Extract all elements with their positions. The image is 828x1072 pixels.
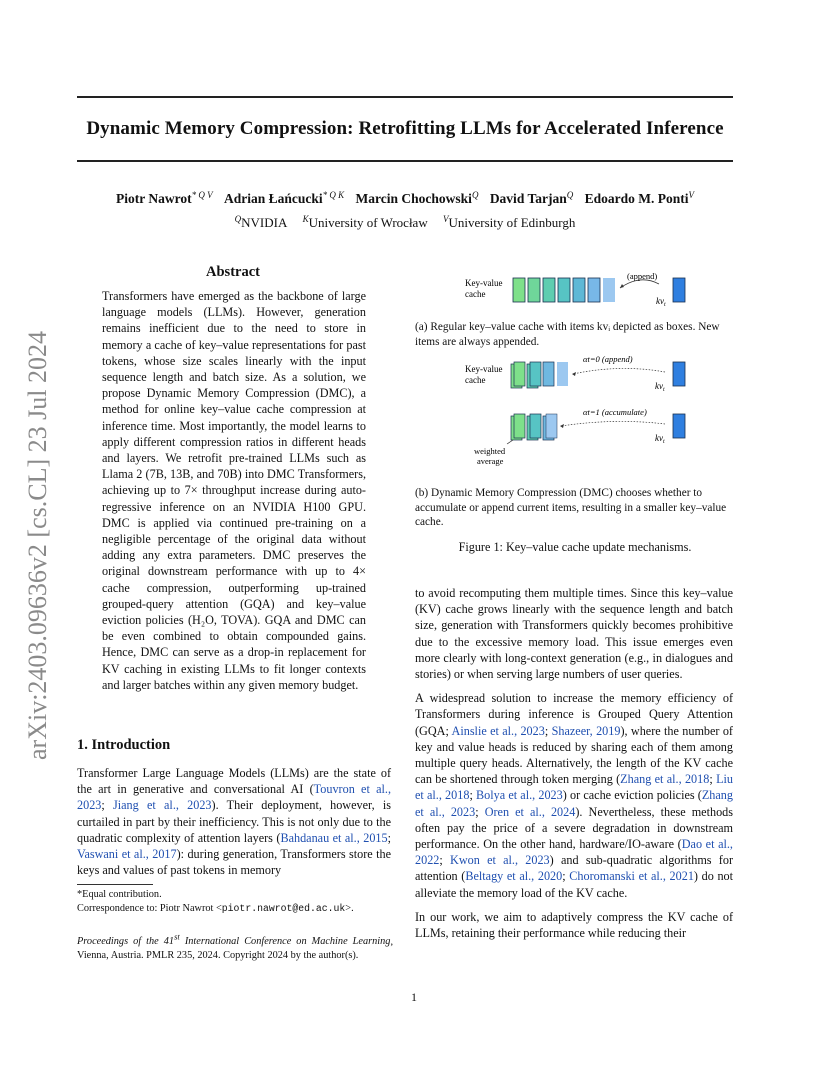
- kv-box: [573, 278, 585, 302]
- title-rule-bottom: [77, 160, 733, 162]
- citation-link[interactable]: Oren et al., 2024: [484, 804, 576, 819]
- citation-link[interactable]: Shazeer, 2019: [551, 723, 621, 738]
- author: Marcin Chochowski$^Q$: [355, 190, 479, 206]
- section-heading: 1. Introduction: [77, 737, 171, 753]
- affiliation: $^V$University of Edinburgh: [442, 214, 576, 230]
- author: Edoardo M. Ponti$^V$: [584, 190, 694, 206]
- citation-link[interactable]: Kwon et al., 2023: [450, 853, 550, 868]
- proceedings-note: Proceedings of the 41st International Conference on Machine Learning, Vienna, Austria. PMLR 235, 2024. Copyright 2024 by the author(s).: [77, 932, 394, 962]
- citation-link[interactable]: Liu et al., 2018: [415, 772, 733, 803]
- paper-title: Dynamic Memory Compression: Retrofitting LLMs for Accelerated Inference: [86, 118, 724, 139]
- kv-box: [543, 278, 555, 302]
- footnote-rule: [77, 884, 153, 885]
- kv-current-box: [673, 278, 685, 302]
- right-column-text: [415, 585, 733, 949]
- figure-1b-diagram: [415, 352, 735, 472]
- kv-current-box: [673, 414, 685, 438]
- citation-link[interactable]: Choromanski et al., 2021: [569, 869, 694, 884]
- append-arrow: [620, 280, 659, 288]
- cache-label: cache: [465, 289, 486, 299]
- paragraph: In our work, we aim to adaptively compress the KV cache of LLMs, retaining their performance while reducing their: [415, 909, 733, 941]
- kv-label: $kv_t$: [655, 381, 665, 393]
- cache-boxes: [513, 278, 615, 302]
- kv-box: [528, 278, 540, 302]
- accumulate-arrow: [561, 421, 665, 426]
- title-rule-top: [77, 96, 733, 98]
- cache-label: Key-value: [465, 364, 503, 374]
- page-number: 1: [411, 990, 417, 1004]
- figure-caption: Figure 1: Key–value cache update mechanisms.: [458, 540, 692, 554]
- paragraph: A widespread solution to increase the memory efficiency of Transformers during inference is Grouped Query Attention (GQA; Ainslie et al., 2023; Shazeer, 2019), where the number of key and value heads is reduced by sharing each of them among multiple query heads. Alternatively, the length of the KV cache can be shortened through token merging (Zhang et al., 2018; Liu et al., 2018; Bolya et al., 2023) or cache eviction policies (Zhang et al., 2023; Oren et al., 2024). Nevertheless, these methods often pay the price of a severe degradation in downstream performance. On the other hand, hardware/IO-aware (Dao et al., 2022; Kwon et al., 2023) and sub-quadratic algorithms for attention (Beltagy et al., 2020; Choromanski et al., 2021) do not alleviate the memory load of the KV cache.: [415, 691, 734, 900]
- paragraph: to avoid recomputing them multiple times. Since this key–value (KV) cache grows linearly with the sequence length and batch size, generation with Transformers quickly becomes prohibitive due to the excessive memory load. This issue emerges even more clearly with long-context generation (e.g., in dialogues and stories) or when serving large numbers of user queries.: [415, 586, 733, 682]
- citation-link[interactable]: Touvron et al., 2023: [77, 782, 391, 813]
- append-arrow: [573, 368, 665, 374]
- kv-current-box: [673, 362, 685, 386]
- citation-link[interactable]: Bahdanau et al., 2015: [280, 830, 388, 845]
- figure-1a-caption: (a) Regular key–value cache with items kvᵢ depicted as boxes. New items are always appended.: [415, 321, 720, 348]
- citation-link[interactable]: Dao et al., 2022: [415, 837, 733, 868]
- citation-link[interactable]: Zhang et al., 2023: [415, 788, 733, 819]
- citation-link[interactable]: Ainslie et al., 2023: [451, 723, 545, 738]
- figure-1a-diagram: [415, 262, 735, 318]
- kv-box: [588, 278, 600, 302]
- weighted-average-label: average: [477, 456, 504, 466]
- weighted-average-pointer: [507, 440, 513, 444]
- append-label: (append): [627, 271, 658, 281]
- compressed-cache-top: [511, 362, 568, 388]
- alpha-append-label: αt=0 (append): [583, 354, 633, 364]
- affiliation: $^Q$NVIDIA: [234, 214, 288, 230]
- email-link[interactable]: piotr.nawrot@ed.ac.uk: [221, 902, 346, 914]
- weighted-average-label: weighted: [474, 446, 506, 456]
- author: David Tarjan$^Q$: [489, 190, 574, 206]
- citation-link[interactable]: Beltagy et al., 2020: [465, 869, 563, 884]
- correspondence-note: Correspondence to: Piotr Nawrot <piotr.nawrot@ed.ac.uk>.: [77, 902, 354, 914]
- kv-box-new: [603, 278, 615, 302]
- kv-box: [558, 278, 570, 302]
- abstract-heading: Abstract: [206, 264, 260, 280]
- kv-label: $kv_t$: [656, 296, 666, 308]
- kv-label: $kv_t$: [655, 433, 665, 445]
- author: Piotr Nawrot$^{* Q V}$: [116, 190, 213, 206]
- citation-link[interactable]: Jiang et al., 2023: [113, 798, 212, 813]
- compressed-cache-bottom: [511, 414, 557, 440]
- citation-link[interactable]: Zhang et al., 2018: [620, 772, 710, 787]
- citation-link[interactable]: Bolya et al., 2023: [476, 788, 563, 803]
- footnotes: [77, 888, 393, 915]
- cache-label: Key-value: [465, 278, 503, 288]
- alpha-accumulate-label: αt=1 (accumulate): [583, 407, 647, 417]
- cache-label: cache: [465, 375, 486, 385]
- figure-1b-caption: (b) Dynamic Memory Compression (DMC) chooses whether to accumulate or append current items, resulting in a smaller key–value cache.: [415, 487, 727, 528]
- citation-link[interactable]: Vaswani et al., 2017: [77, 847, 177, 862]
- author: Adrian Łańcucki$^{* Q K}$: [224, 190, 345, 206]
- intro-paragraph: Transformer Large Language Models (LLMs) are the state of the art in generative and conversational AI (Touvron et al., 2023; Jiang et al., 2023). Their deployment, however, is curtailed in part by their inefficiency. This is not only due to the quadratic complexity of attention layers (Bahdanau et al., 2015; Vaswani et al., 2017): during generation, Transformers store the keys and values of past tokens in memory: [77, 766, 392, 878]
- arxiv-stamp: arXiv:2403.09636v2 [cs.CL] 23 Jul 2024: [23, 331, 52, 760]
- kv-box: [513, 278, 525, 302]
- author-list: [77, 190, 733, 207]
- affiliation-list: [77, 214, 733, 231]
- abstract-text: Transformers have emerged as the backbone of large language models (LLMs). However, generation remains inefficient due to the need to store in memory a cache of key–value representations for past tokens, whose size scales linearly with the input sequence length and batch size. As a solution, we propose Dynamic Memory Compression (DMC), a method for online key–value cache compression at inference time. Most importantly, the model learns to apply different compression ratios in different heads and layers. We retrofit pre-trained LLMs such as Llama 2 (7B, 13B, and 70B) into DMC Transformers, achieving up to 7× throughput increase during auto-regressive inference on an NVIDIA H100 GPU. DMC is applied via continued pre-training on a negligible percentage of the original data without adding any extra parameters. DMC preserves the original downstream performance with up to 4× cache compression, outperforming up-trained grouped-query attention (GQA) and key–value eviction policies (H₂O, TOVA). GQA and DMC can be even combined to obtain compounded gains. Hence, DMC can serve as a drop-in replacement for KV caching in existing LLMs to fit longer contexts and larger batches within any given memory budget.: [102, 289, 366, 692]
- affiliation: $^K$University of Wrocław: [302, 214, 428, 230]
- equal-contribution-note: *Equal contribution.: [77, 889, 162, 900]
